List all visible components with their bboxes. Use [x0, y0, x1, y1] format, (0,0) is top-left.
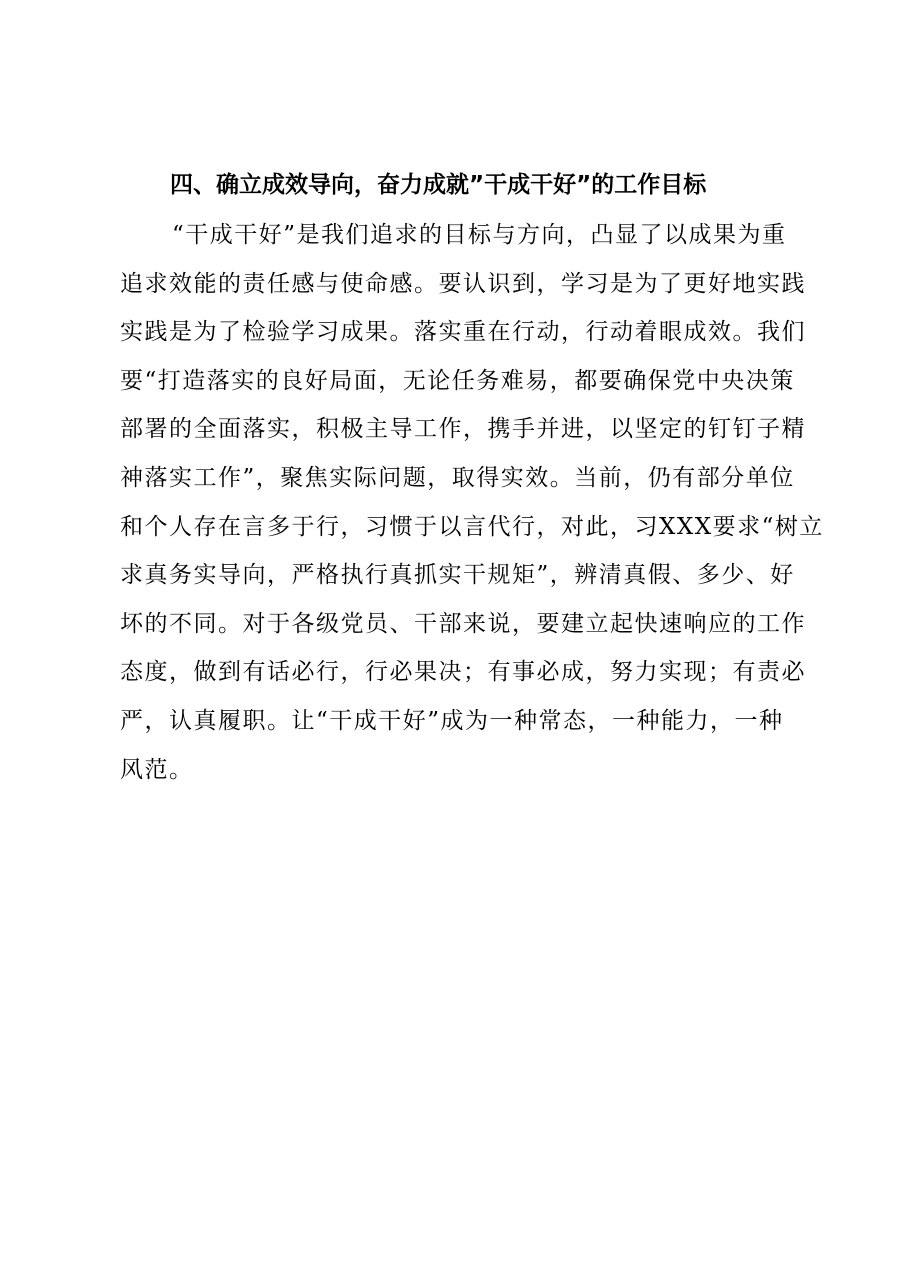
paragraph-line: 追求效能的责任感与使命感。要认识到，学习是为了更好地实践	[120, 270, 806, 297]
paragraph-line: 态度，做到有话必行，行必果决；有事必成，努力实现；有责必	[120, 659, 806, 686]
paragraph-line: 求真务实导向，严格执行真抓实干规矩”，辨清真假、多少、好	[120, 562, 795, 589]
paragraph-line: 坏的不同。对于各级党员、干部来说，要建立起快速响应的工作	[120, 610, 806, 637]
paragraph-line: 部署的全面落实，积极主导工作，携手并进，以坚定的钉钉子精	[120, 416, 806, 443]
paragraph-line: 实践是为了检验学习成果。落实重在行动，行动着眼成效。我们	[120, 319, 806, 346]
paragraph-line: 要“打造落实的良好局面，无论任务难易，都要确保党中央决策	[120, 367, 795, 394]
section-heading: 四、确立成效导向，奋力成就”干成干好”的工作目标	[170, 172, 707, 198]
paragraph-line: 和个人存在言多于行，习惯于以言代行，对此，习XXX要求“树立	[120, 513, 824, 540]
paragraph-line: 严，认真履职。让“干成干好”成为一种常态，一种能力，一种	[120, 707, 784, 734]
paragraph-line: 神落实工作”，聚焦实际问题，取得实效。当前，仍有部分单位	[120, 464, 795, 491]
body-paragraph	[120, 218, 824, 801]
paragraph-line: “干成干好”是我们追求的目标与方向，凸显了以成果为重	[172, 222, 787, 248]
paragraph-line: 风范。	[120, 756, 194, 783]
